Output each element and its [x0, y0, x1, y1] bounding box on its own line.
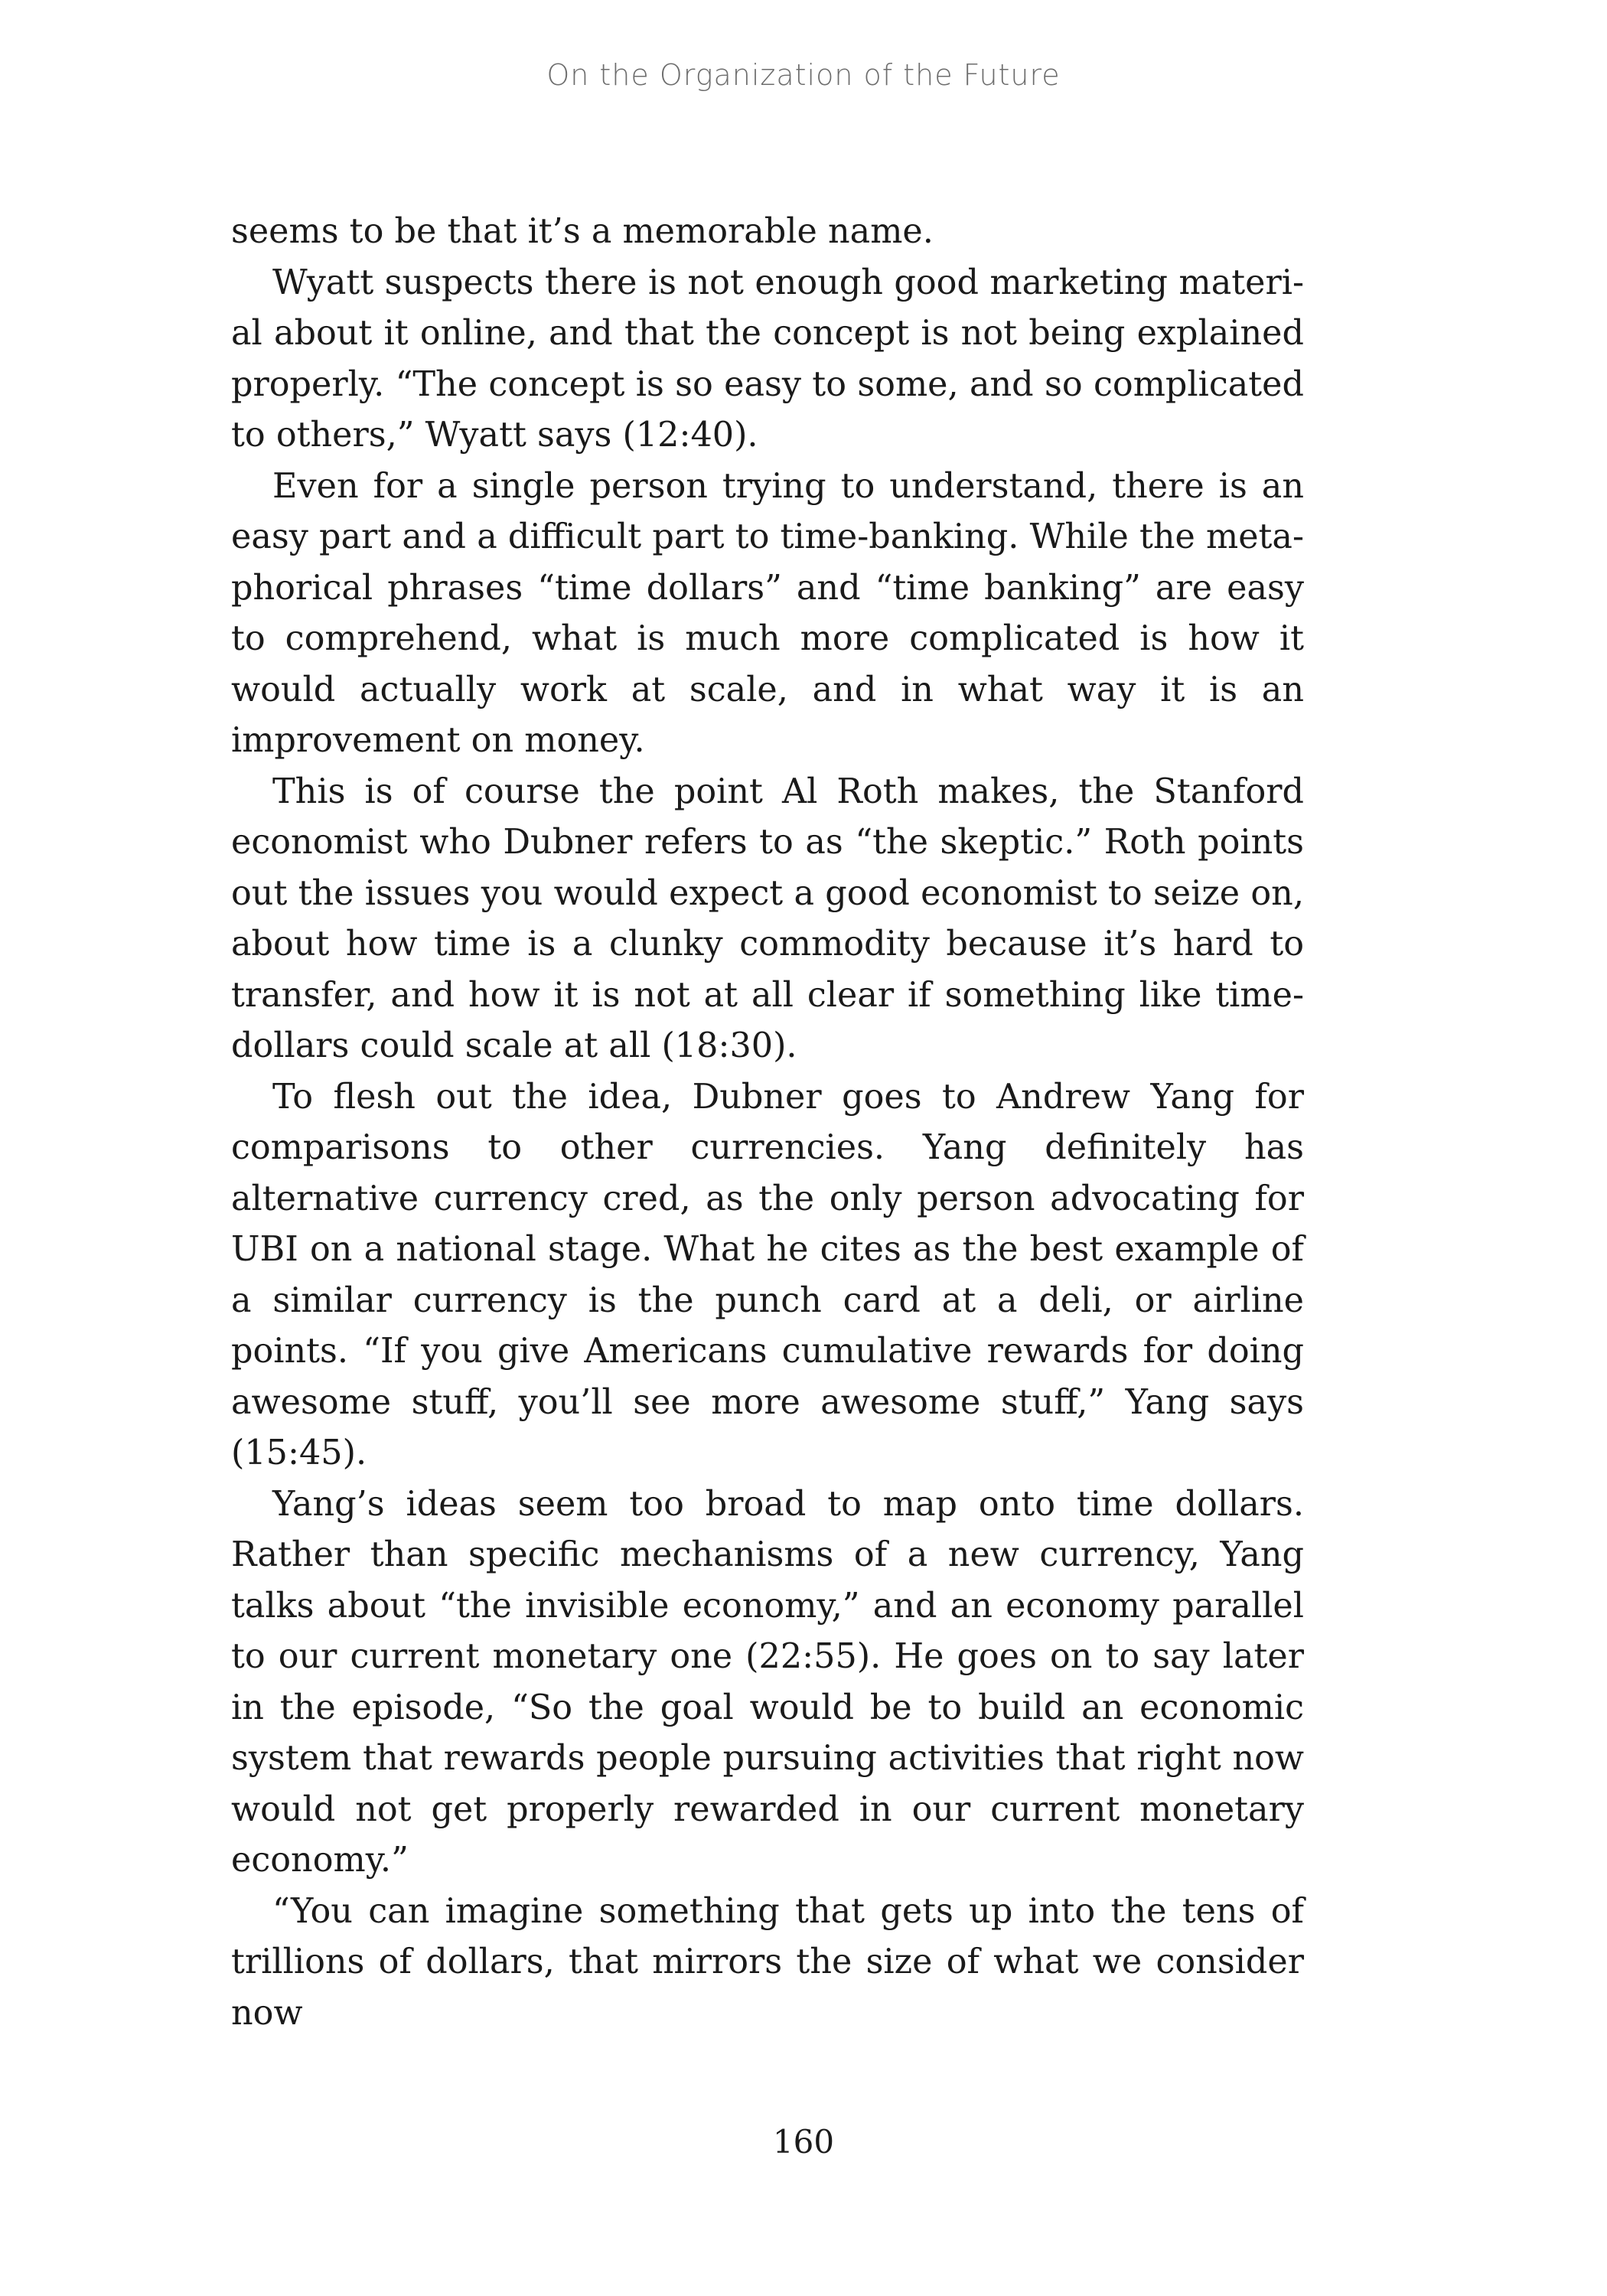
paragraph: To flesh out the idea, Dubner goes to Andrew Yang for comparisons to other currencies. Yang definitely has alternative currency cred, as the only person advocating for UBI on a national stage. What he cites as the best example of a similar currency is the punch card at a deli, or airline points. “If you give Americans cumulative rewards for doing awesome stuff, you’ll see more awesome stuff,” Yang says (15:45). [231, 1077, 1304, 1473]
paragraph: Wyatt suspects there is not enough good marketing material about it online, and that the concept is not being explained properly. “The concept is so easy to some, and so complicated to others,” Wyatt says (12:40). [231, 263, 1304, 455]
paragraph-continued: seems to be that it’s a memorable name. [231, 212, 934, 251]
paragraph: Even for a single person trying to understand, there is an easy part and a difficult part to time-banking. While the metaphorical phrases “time dollars” and “time banking” are easy to comprehend, what is much more complicated is how it would actually work at scale, and in what way it is an improvement on money. [231, 466, 1304, 760]
paragraph: Yang’s ideas seem too broad to map onto time dollars. Rather than specific mechanisms of a new currency, Yang talks about “the invisible economy,” and an economy parallel to our current monetary one (22:55). He goes on to say later in the episode, “So the goal would be to build an economic system that rewards people pursuing activities that right now would not get properly rewarded in our current monetary economy.” [231, 1484, 1304, 1880]
paragraph-continues: “You can imagine something that gets up into the tens of trillions of dollars, that mirrors the size of what we consider now [231, 1891, 1304, 2033]
page-number: 160 [772, 2123, 835, 2161]
running-header: On the Organization of the Future [546, 58, 1061, 92]
paragraph: This is of course the point Al Roth makes, the Stanford economist who Dubner refers to as “the skeptic.” Roth points out the issues you would expect a good economist to seize on, about how time is a clunky commodity because it’s hard to transfer, and how it is not at all clear if something like time-dollars could scale at all (18:30). [231, 771, 1304, 1065]
body-text [231, 207, 1304, 2039]
